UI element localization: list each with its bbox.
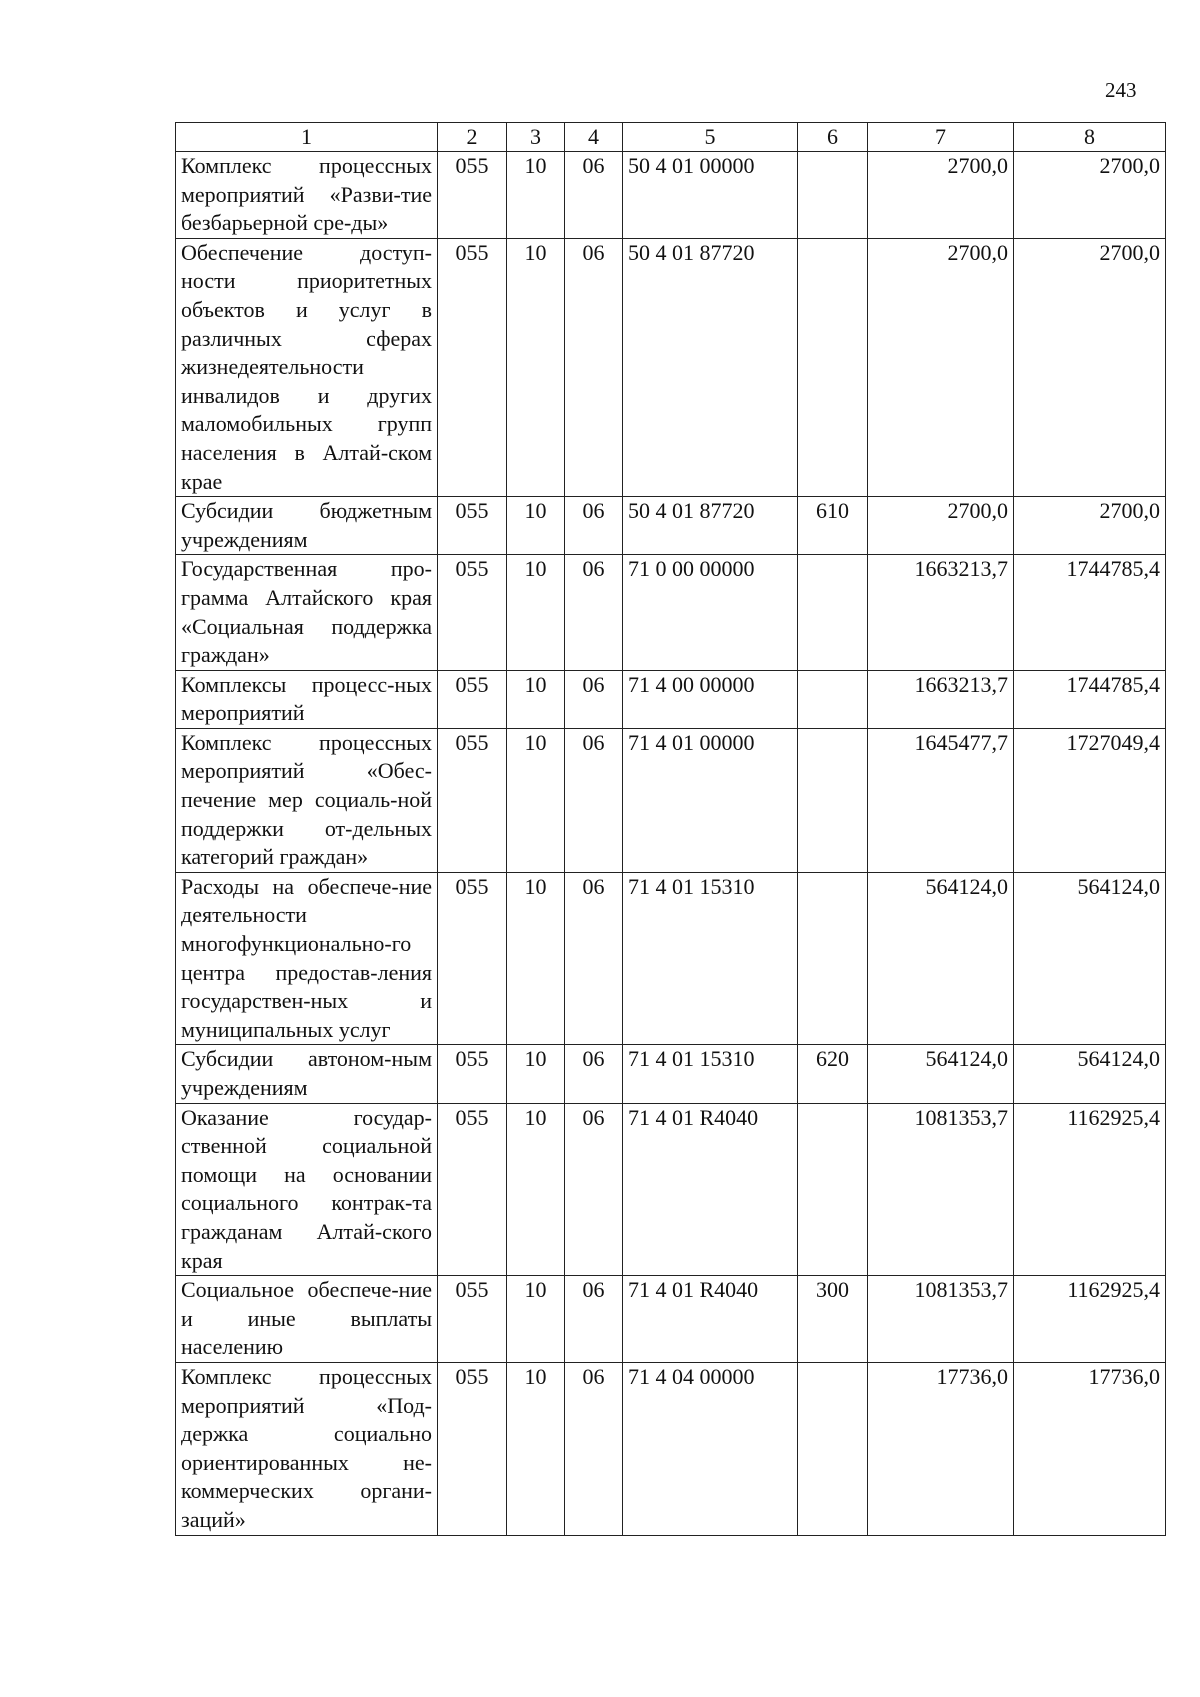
target-article-cell: 71 4 00 00000 [623, 670, 798, 728]
ministry-code-cell: 055 [438, 728, 507, 872]
amount-year1-cell: 2700,0 [868, 152, 1014, 239]
section-cell: 10 [507, 497, 565, 555]
amount-year2-cell: 1727049,4 [1014, 728, 1166, 872]
column-header: 7 [868, 123, 1014, 152]
amount-year2-cell: 2700,0 [1014, 152, 1166, 239]
amount-year1-cell: 2700,0 [868, 497, 1014, 555]
target-article-cell: 71 4 01 00000 [623, 728, 798, 872]
subsection-cell: 06 [565, 1276, 623, 1363]
section-cell: 10 [507, 1362, 565, 1535]
expense-type-cell: 300 [798, 1276, 868, 1363]
row-name-cell: Расходы на обеспече-ние деятельности многофункционально-го центра предостав-ления государствен-ных и муниципальных услуг [176, 872, 438, 1045]
section-cell: 10 [507, 152, 565, 239]
expense-type-cell [798, 728, 868, 872]
expense-type-cell [798, 1103, 868, 1276]
ministry-code-cell: 055 [438, 872, 507, 1045]
ministry-code-cell: 055 [438, 555, 507, 670]
column-header: 3 [507, 123, 565, 152]
amount-year2-cell: 564124,0 [1014, 1045, 1166, 1103]
row-name-cell: Комплекс процессных мероприятий «Обес-печение мер социаль-ной поддержки от-дельных категорий граждан» [176, 728, 438, 872]
amount-year2-cell: 564124,0 [1014, 872, 1166, 1045]
expense-type-cell [798, 555, 868, 670]
row-name-cell: Социальное обеспече-ние и иные выплаты населению [176, 1276, 438, 1363]
amount-year1-cell: 1081353,7 [868, 1103, 1014, 1276]
table-row [176, 1276, 1166, 1363]
ministry-code-cell: 055 [438, 497, 507, 555]
amount-year2-cell: 1162925,4 [1014, 1276, 1166, 1363]
subsection-cell: 06 [565, 728, 623, 872]
row-name-cell: Обеспечение доступ-ности приоритетных объектов и услуг в различных сферах жизнедеятельности инвалидов и других маломобильных групп населения в Алтай-ском крае [176, 238, 438, 496]
ministry-code-cell: 055 [438, 1045, 507, 1103]
section-cell: 10 [507, 728, 565, 872]
row-name-cell: Комплекс процессных мероприятий «Разви-тие безбарьерной сре-ды» [176, 152, 438, 239]
expense-type-cell [798, 1362, 868, 1535]
ministry-code-cell: 055 [438, 670, 507, 728]
amount-year1-cell: 1663213,7 [868, 555, 1014, 670]
section-cell: 10 [507, 1103, 565, 1276]
header-row [176, 123, 1166, 152]
ministry-code-cell: 055 [438, 1362, 507, 1535]
amount-year2-cell: 2700,0 [1014, 238, 1166, 496]
section-cell: 10 [507, 1045, 565, 1103]
section-cell: 10 [507, 670, 565, 728]
row-name-cell: Комплексы процесс-ных мероприятий [176, 670, 438, 728]
target-article-cell: 71 4 01 15310 [623, 1045, 798, 1103]
amount-year1-cell: 2700,0 [868, 238, 1014, 496]
budget-table [175, 122, 1166, 1536]
section-cell: 10 [507, 1276, 565, 1363]
amount-year2-cell: 17736,0 [1014, 1362, 1166, 1535]
column-header: 4 [565, 123, 623, 152]
amount-year2-cell: 1744785,4 [1014, 555, 1166, 670]
column-header: 5 [623, 123, 798, 152]
amount-year1-cell: 1645477,7 [868, 728, 1014, 872]
expense-type-cell: 620 [798, 1045, 868, 1103]
target-article-cell: 50 4 01 87720 [623, 238, 798, 496]
table-row [176, 238, 1166, 496]
target-article-cell: 71 0 00 00000 [623, 555, 798, 670]
ministry-code-cell: 055 [438, 1276, 507, 1363]
subsection-cell: 06 [565, 1103, 623, 1276]
expense-type-cell [798, 152, 868, 239]
page-number: 243 [1105, 78, 1137, 102]
expense-type-cell: 610 [798, 497, 868, 555]
column-header: 2 [438, 123, 507, 152]
column-header: 8 [1014, 123, 1166, 152]
target-article-cell: 71 4 01 15310 [623, 872, 798, 1045]
table-row [176, 555, 1166, 670]
amount-year1-cell: 1081353,7 [868, 1276, 1014, 1363]
subsection-cell: 06 [565, 152, 623, 239]
target-article-cell: 71 4 04 00000 [623, 1362, 798, 1535]
table-row [176, 497, 1166, 555]
row-name-cell: Субсидии бюджетным учреждениям [176, 497, 438, 555]
column-header: 1 [176, 123, 438, 152]
subsection-cell: 06 [565, 238, 623, 496]
amount-year1-cell: 1663213,7 [868, 670, 1014, 728]
expense-type-cell [798, 872, 868, 1045]
table-row [176, 1103, 1166, 1276]
target-article-cell: 50 4 01 00000 [623, 152, 798, 239]
table-row [176, 1045, 1166, 1103]
amount-year1-cell: 17736,0 [868, 1362, 1014, 1535]
subsection-cell: 06 [565, 497, 623, 555]
subsection-cell: 06 [565, 872, 623, 1045]
target-article-cell: 50 4 01 87720 [623, 497, 798, 555]
amount-year2-cell: 1744785,4 [1014, 670, 1166, 728]
ministry-code-cell: 055 [438, 238, 507, 496]
section-cell: 10 [507, 872, 565, 1045]
row-name-cell: Субсидии автоном-ным учреждениям [176, 1045, 438, 1103]
row-name-cell: Оказание государ-ственной социальной помощи на основании социального контрак-та гражданам Алтай-ского края [176, 1103, 438, 1276]
table-row [176, 872, 1166, 1045]
target-article-cell: 71 4 01 R4040 [623, 1276, 798, 1363]
subsection-cell: 06 [565, 1362, 623, 1535]
subsection-cell: 06 [565, 555, 623, 670]
subsection-cell: 06 [565, 1045, 623, 1103]
subsection-cell: 06 [565, 670, 623, 728]
row-name-cell: Государственная про-грамма Алтайского края «Социальная поддержка граждан» [176, 555, 438, 670]
table-row [176, 1362, 1166, 1535]
table-row [176, 152, 1166, 239]
column-header: 6 [798, 123, 868, 152]
target-article-cell: 71 4 01 R4040 [623, 1103, 798, 1276]
section-cell: 10 [507, 238, 565, 496]
section-cell: 10 [507, 555, 565, 670]
amount-year1-cell: 564124,0 [868, 872, 1014, 1045]
ministry-code-cell: 055 [438, 152, 507, 239]
amount-year1-cell: 564124,0 [868, 1045, 1014, 1103]
table-row [176, 670, 1166, 728]
ministry-code-cell: 055 [438, 1103, 507, 1276]
row-name-cell: Комплекс процессных мероприятий «Под-держка социально ориентированных не-коммерческих органи-заций» [176, 1362, 438, 1535]
amount-year2-cell: 2700,0 [1014, 497, 1166, 555]
table-row [176, 728, 1166, 872]
expense-type-cell [798, 238, 868, 496]
expense-type-cell [798, 670, 868, 728]
amount-year2-cell: 1162925,4 [1014, 1103, 1166, 1276]
